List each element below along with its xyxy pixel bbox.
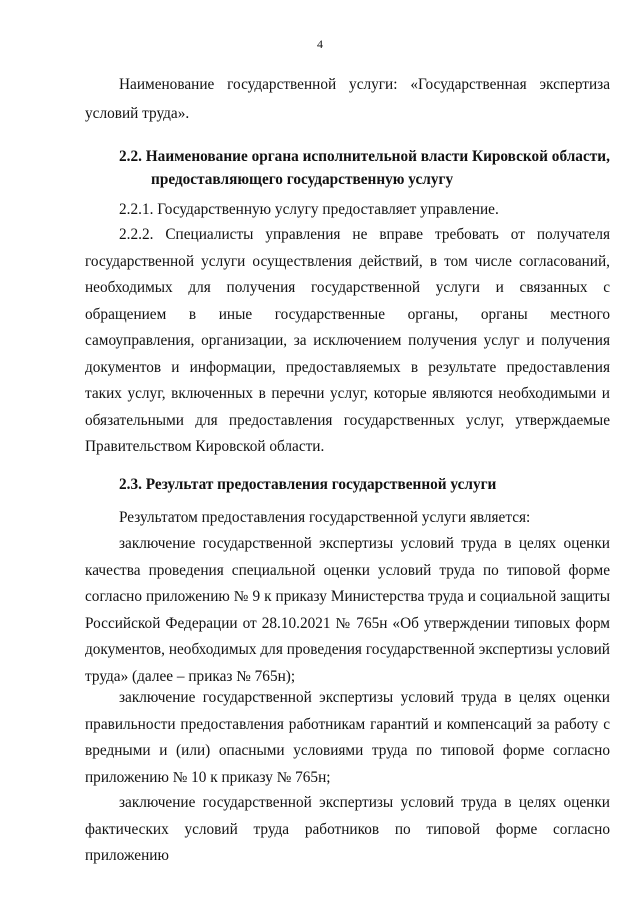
section-2-2-heading-line1: 2.2. Наименование органа исполнительной власти Кировской области, <box>119 148 610 165</box>
result-item-actual-conditions-paragraph: заключение государственной экспертизы условий труда в целях оценки фактических условий труда работников по типовой форме согласно приложению <box>85 794 610 864</box>
section-2-2-2-paragraph: 2.2.2. Специалисты управления не вправе требовать от получателя государственной услуги осуществления действий, в том числе согласований, необходимых для получения государственной услуги и связанных с обращением в иные государственные органы, органы местного самоуправления, организации, за исключением получения услуг и получения документов и информации, предоставляемых в результате предоставления таких услуг, включенных в перечни услуг, которые являются необходимыми и обязательными для предоставления государственных услуг, утверждаемые Правительством Кировской области. <box>85 226 610 455</box>
result-item-guarantees-paragraph: заключение государственной экспертизы условий труда в целях оценки правильности предоставления работникам гарантий и компенсаций за работу с вредными и (или) опасными условиями труда по типовой форме согласно приложению № 10 к приказу № 765н; <box>85 689 610 786</box>
result-intro-paragraph: Результатом предоставления государственной услуги является: <box>119 509 531 526</box>
section-2-3-heading: 2.3. Результат предоставления государственной услуги <box>119 476 497 493</box>
section-2-2-1-paragraph: 2.2.1. Государственную услугу предоставляет управление. <box>119 201 499 218</box>
section-2-2-heading-line2: предоставляющего государственную услугу <box>151 170 454 188</box>
result-item-quality-paragraph: заключение государственной экспертизы условий труда в целях оценки качества проведения специальной оценки условий труда по типовой форме согласно приложению № 9 к приказу Министерства труда и социальной защиты Российской Федерации от 28.10.2021 № 765н «Об утверждении типовых форм документов, необходимых для проведения государственной экспертизы условий труда» (далее – приказ № 765н); <box>85 535 610 685</box>
section-2-2-heading <box>119 146 614 191</box>
service-name-paragraph: Наименование государственной услуги: «Государственная экспертиза условий труда». <box>85 76 610 122</box>
page-number: 4 <box>317 37 323 51</box>
